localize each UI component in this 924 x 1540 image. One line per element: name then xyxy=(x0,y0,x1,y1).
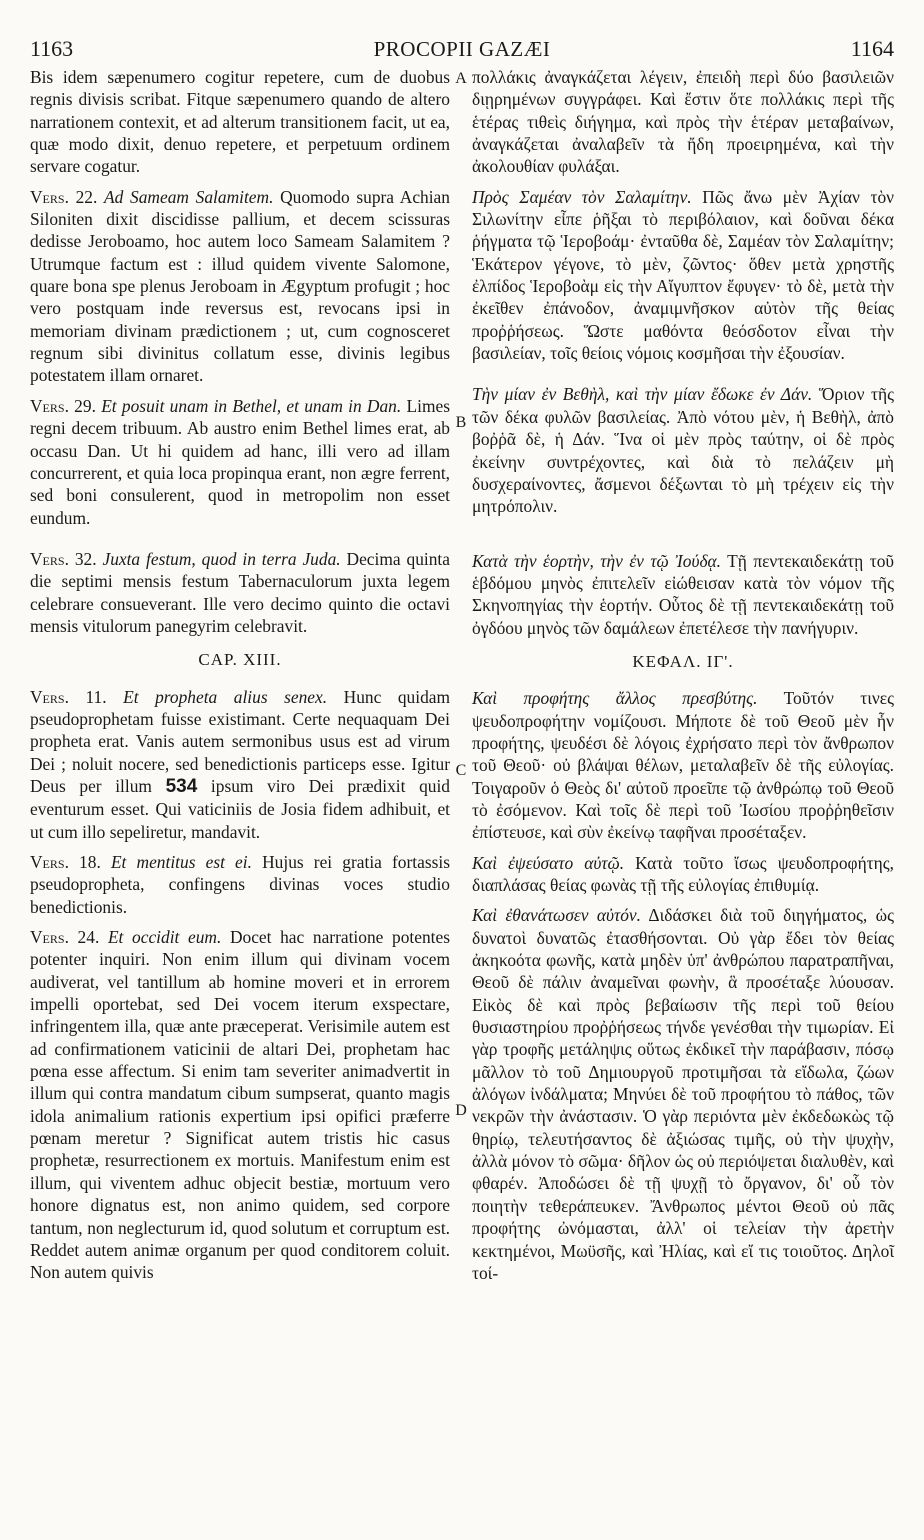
verse-lemma: Καὶ ἐψεύσατο αὐτῷ. xyxy=(472,852,625,873)
running-title: PROCOPII GAZÆI xyxy=(373,37,551,61)
margin-marker-b: B xyxy=(455,414,467,431)
verse-lemma: Τὴν μίαν ἐν Βεθὴλ, καὶ τὴν μίαν ἔδωκε ἐν Δάν. xyxy=(472,384,813,405)
verse-label: Vers. 11. xyxy=(30,686,107,707)
latin-vers-18 xyxy=(30,851,450,918)
verse-commentary: Τῇ πεντεκαιδεκάτῃ τοῦ ἑβδόμου μηνὸς ἐπιτελεῖν εἰώθεισαν κατὰ τὸν νόμον τῆς Σκηνοπηγίας τὴν ἑορτήν. Οὗτος δὲ τῇ πεντεκαιδεκάτῃ τοῦ ὀγδόου μηνὸς τῶν δαμάλεων ἐπετέλεσε τὴν πανήγυριν. xyxy=(472,550,894,638)
verse-commentary: Πῶς ἄνω μὲν Ἀχίαν τὸν Σιλωνίτην εἶπε ῥῆξαι τὸ περιβόλαιον, καὶ δοῦναι δέκα ῥήγματα τῷ Ἱεροβοάμ· ἐνταῦθα δὲ, Σαμέαν τὸν Σαλαμίτην; Ἑκάτερον γέγονε, τὸ μὲν, ζῶντος· ὅθεν μετὰ χρηστῆς ἐλπίδος Ἱεροβοὰμ εἰς τὴν Αἴγυπτον ἔφυγεν· τὸ δὲ, μετὰ τὴν ἐκεῖθεν ἐπάνοδον, ἀναμιμνῆσκον αὐτὸν τῆς θείας προῤῥήσεως. Ὥστε μαθόντα θεόσδοτον εἶναι τὴν βασιλείαν, τοῖς θείοις νόμοις κοσμῆσαι τὴν ἐξουσίαν. xyxy=(472,186,894,364)
verse-label: Vers. 29. xyxy=(30,395,96,416)
latin-vers-32 xyxy=(30,548,450,637)
verse-commentary: Τοῦτόν τινες ψευδοπροφήτην νομίζουσι. Μήποτε δὲ τοῦ Θεοῦ μὲν ἦν προφήτης, ψευδέσι δὲ λόγοις ἐχρήσατο περὶ τὸν ἄνθρωπον τοῦ Θεοῦ· οὐ βλάψαι θέλων, μεταλαβεῖν δὲ τῆς εὐλογίας. Τοιγαροῦν ὁ Θεὸς δι' αὐτοῦ προεῖπε τῷ ἀνθρώπῳ τοῦ Θεοῦ τὸ ἐσόμενον. Καὶ τοῖς δὲ περὶ τοῦ Ἰωσίου προῤῥηθεῖσιν ἐπίστευσε, καὶ σὺν ἐκείνῳ ταφῆναι προσέταξεν. xyxy=(472,688,894,843)
latin-column xyxy=(30,66,450,1284)
page-header xyxy=(30,36,894,66)
greek-vers-29 xyxy=(472,383,894,517)
greek-column xyxy=(472,66,894,1284)
greek-vers-18 xyxy=(472,852,894,897)
verse-commentary: Quomodo supra Achian Siloniten dixit discidisse pallium, et decem scissuras dedisse Jeroboamo, hoc autem loco Sameam Salamitem ? Utrumque factum est : illud quidem vivente Salomone, quare bona spe plenus Jeroboam in Ægyptum profugit ; hoc vero postquam inde reversus est, revocans ipsi in memoriam divinam prædictionem ; ut, cum cognosceret regnum sibi divinitus collatum esse, divinis legibus potestatem illam ornaret. xyxy=(30,186,450,386)
verse-lemma: Et occidit eum. xyxy=(107,927,222,948)
verse-lemma: Et propheta alius senex. xyxy=(123,686,328,707)
latin-vers-29 xyxy=(30,395,450,529)
right-column-number: 1164 xyxy=(850,36,894,61)
verse-lemma: Κατὰ τὴν ἑορτὴν, τὴν ἐν τῷ Ἰούδᾳ. xyxy=(472,550,722,571)
verse-lemma: Et mentitus est ei. xyxy=(110,852,252,872)
verse-commentary: Hujus rei gratia fortassis pseudopropheta, confingens divinas voces studio benedictionis. xyxy=(30,852,450,917)
verse-commentary-cont: ipsum viro Dei prædixit quid eventurum esset. Qui vaticiniis de Josia fidem adhibuit, et ut cum illo sepeliretur, mandavit. xyxy=(30,775,450,842)
verse-lemma: Καὶ προφήτης ἄλλος πρεσβύτης. xyxy=(472,688,758,709)
latin-vers-22 xyxy=(30,186,450,387)
greek-vers-32 xyxy=(472,550,894,639)
greek-vers-11 xyxy=(472,687,894,843)
verse-lemma: Juxta festum, quod in terra Juda. xyxy=(102,548,341,569)
verse-commentary: Decima quinta die septimi mensis festum Tabernaculorum juxta legem celebrare consueverant. Ille vero decimo quinto die octavi mensis vitulorum panegyrim celebravit. xyxy=(30,548,450,636)
latin-intro-paragraph: Bis idem sæpenumero cogitur repetere, cum de duobus regnis divisis scribat. Fitque sæpenumero quando de altero narrationem contexit, et ad alterum transitionem facit, ut ea, quæ modo dixit, denuo repetere, et perpetuum ordinem servare cogatur. xyxy=(30,67,450,177)
latin-vers-11 xyxy=(30,686,450,843)
verse-lemma: Πρὸς Σαμέαν τὸν Σαλαμίτην. xyxy=(472,186,692,207)
verse-commentary: Hunc quidam pseudoprophetam fuisse existimant. Certe nequaquam Dei propheta erat. Vanis autem sermonibus usus est ad virum Dei ; noluit nocere, sed benedictionis particeps esse. Igitur Deus per illum xyxy=(30,686,451,796)
verse-commentary: Limes regni decem tribuum. Ab austro enim Bethel limes erat, ab occasu Dan. Ut hi quidem ad hanc, illi vero ad illam concurrerent, et quia loca propinqua erant, non ægre ferrent, sed boni consulerent, quod in metropolim non esset eundum. xyxy=(30,395,450,528)
verse-commentary: Κατὰ τοῦτο ἴσως ψευδοπροφήτης, διαπλάσας θείας φωνὰς τῇ τῆς εὐλογίας ἐπιθυμίᾳ. xyxy=(472,852,894,895)
verse-label: Vers. 32. xyxy=(30,548,97,569)
greek-vers-24 xyxy=(472,904,894,1284)
verse-commentary: Διδάσκει διὰ τοῦ διηγήματος, ὡς δυνατοὶ δυνατῶς ἐτασθήσονται. Οὐ γὰρ ἔδει τὸν θείας ἀκηκοότα φωνῆς, κατὰ μηδὲν ὑπ' ἀνθρώπου παρατραπῆναι, Θεοῦ δὲ πάλιν ἀναμεῖναι φωνὴν, ἃ προσέταξε λύουσαν. Εἰκὸς δὲ καὶ πρὸς βεβαίωσιν τῆς περὶ τοῦ θείου θυσιαστηρίου προῤῥήσεως τήνδε γενέσθαι τὴν τιμωρίαν. Εἰ γὰρ τροφῆς μετάληψις οὕτως ἐκδικεῖ τὴν παράβασιν, πόσῳ μᾶλλον τὸ τοῦ Δημιουργοῦ προτιμῆσαι τὰ εἴδωλα, ζώων ἀλόγων ἰνδάλματα; Μηνύει δὲ τοῦ προφήτου τὸ πάθος, τῶν νεκρῶν τὴν ἀνάστασιν. Ὁ γὰρ περιόντα μὲν ἐκδεδωκὼς τῷ θηρίῳ, τελευτήσαντος δὲ ἀξιώσας τιμῆς, οὐ τὴν ψυχὴν, ἀλλὰ μόνον τὸ σῶμα· δῆλον ὡς οὐ περιόψεται διαλυθὲν, καὶ φθαρέν. Ἀποδώσει δὲ τῇ ψυχῇ τὸ ὄργανον, δι' οὗ τὸν ποιητὴν τεθεράπευκεν. Ἄνθρωπος μέντοι Θεοῦ οὐ πᾶς προφήτης ὠνόμασται, ἀλλ' οἱ τελείαν τὴν ἀρετὴν κεκτημένοι, Μωϋσῆς, καὶ Ἠλίας, καὶ εἴ τις τοιοῦτος. Δηλοῖ τοί- xyxy=(472,905,895,1283)
verse-lemma: Et posuit unam in Bethel, et unam in Dan. xyxy=(101,395,402,416)
verse-commentary: Ὅριον τῆς τῶν δέκα φυλῶν βασιλείας. Ἀπὸ νότου μὲν, ἡ Βεθὴλ, ἀπὸ βοῤῥᾶ δὲ, ἡ Δάν. Ἵνα οἱ μὲν πρὸς ταύτην, οἱ δὲ πρὸς ἐκείνην συντρέχοντες, καὶ διὰ τὸ πελάζειν μὴ δυσχεραίνοντες, ἄσμενοι δέξωνται τὸ μὴ τρέχειν εἰς τὴν μητρόπολιν. xyxy=(472,384,894,517)
verse-label: Vers. 24. xyxy=(30,927,100,948)
greek-chapter-heading: ΚΕΦΑΛ. ΙΓ'. xyxy=(632,651,734,671)
verse-lemma: Ad Sameam Salamitem. xyxy=(104,186,274,207)
latin-vers-24 xyxy=(30,926,450,1284)
verse-label: Vers. 18. xyxy=(30,852,101,872)
verse-commentary: Docet hac narratione potentes potenter inquiri. Non enim illum qui divinam vocem audiverat, vel tantillum ab homine moveri et in errorem impelli oportebat, sed Dei vocem iterum exspectare, infringentem illa, quæ ante præceperat. Verisimile autem est ad confirmationem vaticinii de altari Dei, prophetam hac pœna esse affectum. Si enim tam severiter animadvertit in illum qui contra mandatum cibum sumpserat, quanto magis idola animalium rationis expertium ipsi opifici præferre pœnam meretur ? Significat autem tristis hic casus prophetæ, resurrectionem ex mortuis. Manifestum enim est illum, qui viventem adhuc objecit bestiæ, mortuum vero honore dignatus est, non animo quidem, sed corpore tantum, non neglecturum id, quod solutum et corruptum est. Reddet autem animæ organum per quod conditorem coluit. Non autem quivis xyxy=(30,927,450,1283)
margin-marker-c: C xyxy=(455,762,467,779)
margin-marker-a: A xyxy=(455,70,467,87)
verse-label: Vers. 22. xyxy=(30,186,98,207)
margin-marker-d: D xyxy=(455,1102,467,1119)
edition-page-number: 534 xyxy=(165,775,198,797)
greek-intro-paragraph: πολλάκις ἀναγκάζεται λέγειν, ἐπειδὴ περὶ δύο βασιλειῶν διῃρημένων συγγράφει. Καὶ ἔστιν ὅτε πολλάκις περὶ τῆς ἑτέρας τιθεὶς διήγημα, καὶ πρὸς τὴν ἑτέραν μεταβαίνων, ἀναγκάζεται ἀναλαβεῖν τὰ ἤδη προειρημένα, καὶ τὴν ἀκολουθίαν φυλάξαι. xyxy=(472,67,894,177)
verse-lemma: Καὶ ἐθανάτωσεν αὐτόν. xyxy=(472,905,641,926)
left-column-number: 1163 xyxy=(30,36,74,61)
latin-chapter-heading: CAP. XIII. xyxy=(198,650,282,670)
greek-vers-22 xyxy=(472,186,894,365)
